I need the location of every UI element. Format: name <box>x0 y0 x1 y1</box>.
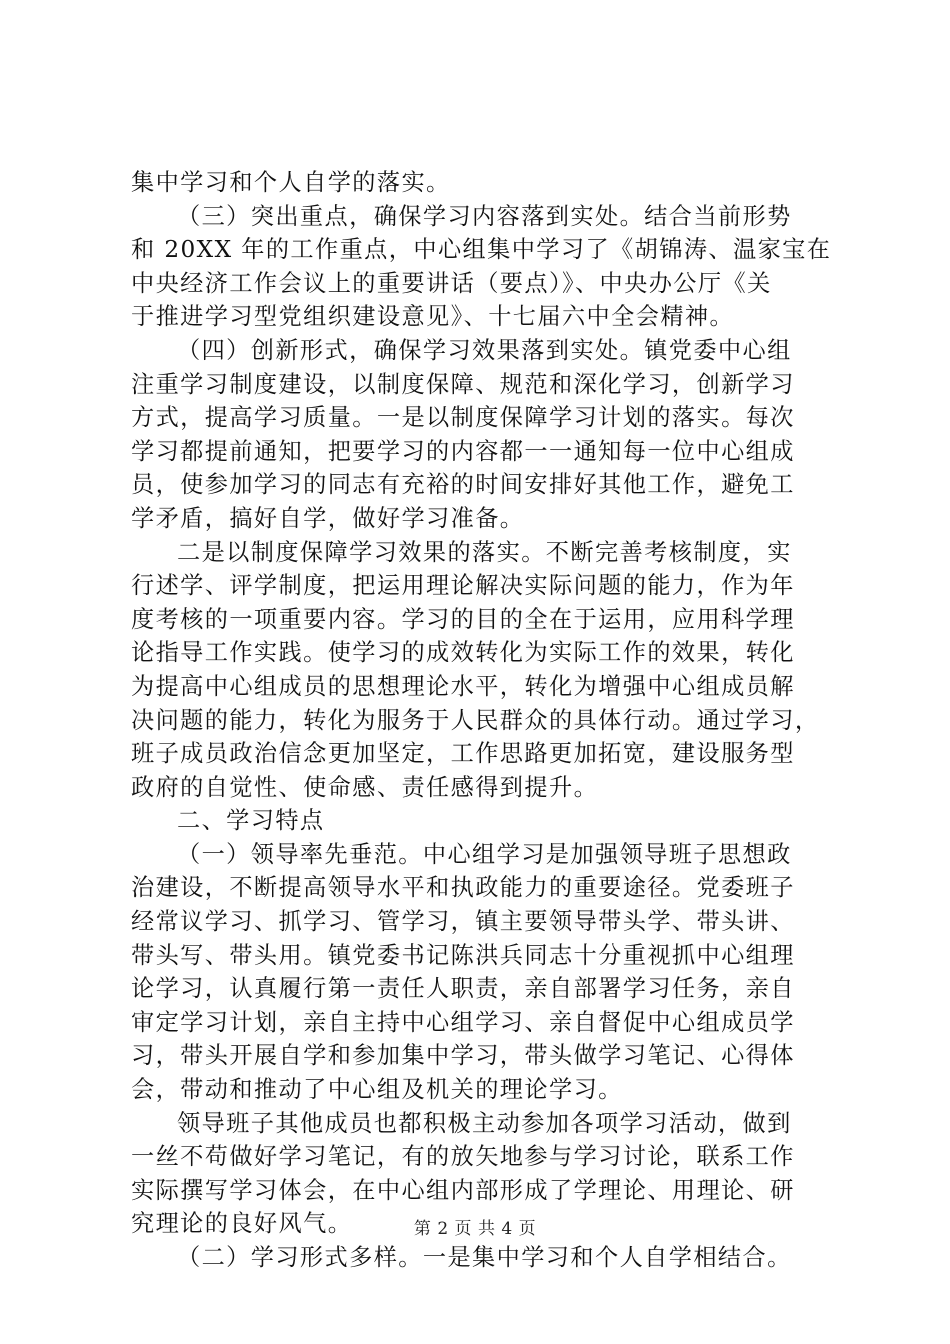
text-line: 注重学习制度建设，以制度保障、规范和深化学习，创新学习 <box>131 370 795 398</box>
text-line: 治建设，不断提高领导水平和执政能力的重要途径。党委班子 <box>131 874 795 902</box>
text-line: 二、学习特点 <box>177 807 325 835</box>
text-line: （四）创新形式，确保学习效果落到实处。镇党委中心组 <box>177 336 792 364</box>
text-line: 政府的自觉性、使命感、责任感得到提升。 <box>131 773 599 801</box>
document-body <box>131 166 832 1275</box>
text-line: 经常议学习、抓学习、管学习，镇主要领导带头学、带头讲、 <box>131 908 795 936</box>
text-line: 实际撰写学习体会，在中心组内部形成了学理论、用理论、研 <box>131 1176 795 1204</box>
text-line: 论学习，认真履行第一责任人职责，亲自部署学习任务，亲自 <box>131 975 795 1003</box>
text-line: 和 20XX 年的工作重点，中心组集中学习了《胡锦涛、温家宝在 <box>131 236 832 264</box>
text-line: 习，带头开展自学和参加集中学习，带头做学习笔记、心得体 <box>131 1042 795 1070</box>
text-line: 论指导工作实践。使学习的成效转化为实际工作的效果，转化 <box>131 639 795 667</box>
text-line: （一）领导率先垂范。中心组学习是加强领导班子思想政 <box>177 840 792 868</box>
text-line: 行述学、评学制度，把运用理论解决实际问题的能力，作为年 <box>131 572 795 600</box>
text-line: （二）学习形式多样。一是集中学习和个人自学相结合。 <box>177 1244 792 1271</box>
text-line: 带头写、带头用。镇党委书记陈洪兵同志十分重视抓中心组理 <box>131 941 795 969</box>
text-line: 中央经济工作会议上的重要讲话（要点）》、中央办公厅《关 <box>131 269 772 297</box>
text-line: 度考核的一项重要内容。学习的目的全在于运用，应用科学理 <box>131 605 795 633</box>
text-line: 审定学习计划，亲自主持中心组学习、亲自督促中心组成员学 <box>131 1008 795 1036</box>
text-line: 领导班子其他成员也都积极主动参加各项学习活动，做到 <box>177 1109 792 1137</box>
text-line: 二是以制度保障学习效果的落实。不断完善考核制度，实 <box>177 538 792 566</box>
text-line: 决问题的能力，转化为服务于人民群众的具体行动。通过学习， <box>131 706 820 734</box>
text-line: 于推进学习型党组织建设意见》、十七届六中全会精神。 <box>131 303 735 331</box>
text-line: （三）突出重点，确保学习内容落到实处。结合当前形势 <box>177 202 792 230</box>
text-line: 究理论的良好风气。 <box>131 1210 353 1238</box>
text-line: 班子成员政治信念更加坚定，工作思路更加拓宽，建设服务型 <box>131 740 795 768</box>
text-line: 集中学习和个人自学的落实。 <box>131 169 451 196</box>
text-line: 会，带动和推动了中心组及机关的理论学习。 <box>131 1076 623 1104</box>
page-footer: 第 2 页 共 4 页 <box>413 1219 537 1239</box>
text-line: 一丝不苟做好学习笔记，有的放矢地参与学习讨论，联系工作 <box>131 1143 795 1171</box>
text-line: 方式，提高学习质量。一是以制度保障学习计划的落实。每次 <box>131 404 795 432</box>
text-line: 学矛盾，搞好自学，做好学习准备。 <box>131 504 525 532</box>
text-line: 为提高中心组成员的思想理论水平，转化为增强中心组成员解 <box>131 672 795 700</box>
text-line: 学习都提前通知，把要学习的内容都一一通知每一位中心组成 <box>131 437 795 465</box>
text-line: 员，使参加学习的同志有充裕的时间安排好其他工作，避免工 <box>131 471 795 499</box>
